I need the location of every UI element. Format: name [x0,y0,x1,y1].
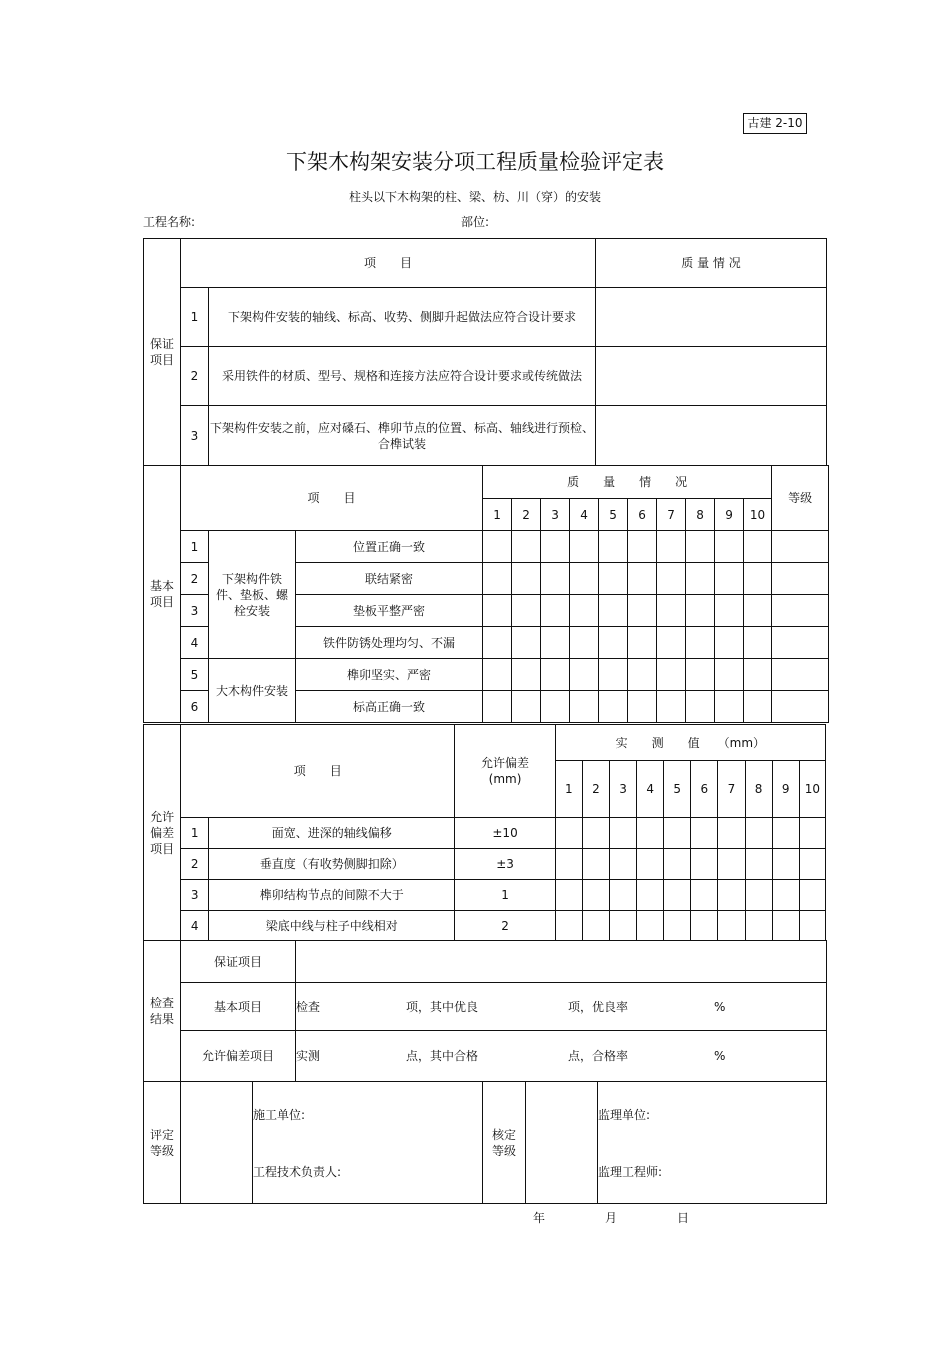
basic-cell[interactable] [657,691,686,723]
location-label: 部位: [461,215,490,229]
basic-col-header: 3 [541,499,570,531]
allow-col-header: 10 [799,761,825,818]
supervise-unit-label: 监理单位: [598,1108,651,1122]
basic-item-header: 项 目 [181,466,483,531]
allow-cell[interactable] [637,818,664,849]
allow-cell[interactable] [637,880,664,911]
allow-cell[interactable] [555,818,582,849]
result-guarantee-value[interactable] [296,941,827,983]
allow-dev-header: 允许偏差 (mm) [455,725,555,818]
allow-item-dev: ±10 [455,818,555,849]
result-allow-row[interactable] [296,1031,827,1082]
guarantee-item-no: 1 [181,288,209,347]
allow-item-text: 垂直度（有收势侧脚扣除） [209,849,455,880]
basic-cell[interactable] [483,627,512,659]
form-code: 古建 2-10 [743,113,807,134]
basic-item-no: 6 [181,691,209,723]
basic-cell[interactable] [541,691,570,723]
basic-cell[interactable] [599,627,628,659]
basic-cell[interactable] [715,595,744,627]
result-basic-label: 基本项目 [181,983,296,1031]
tech-lead-label: 工程技术负责人: [253,1165,342,1179]
allow-col-header: 1 [555,761,582,818]
grade-construction-cell[interactable] [253,1082,483,1204]
basic-cell[interactable] [657,531,686,563]
allow-measure-header: 实 测 值 （mm） [555,725,825,761]
basic-cell[interactable] [657,627,686,659]
basic-cell[interactable] [512,563,541,595]
allow-cell[interactable] [799,818,825,849]
basic-grade-cell[interactable] [772,627,829,659]
basic-group-label: 大木构件安装 [209,659,296,723]
basic-cell[interactable] [570,563,599,595]
allow-cell[interactable] [772,880,799,911]
basic-col-header: 8 [686,499,715,531]
result-allow-point: 点，其中合格 [406,1049,479,1063]
guarantee-section-label: 保证 项目 [144,239,181,466]
basic-item-text: 标高正确一致 [296,691,483,723]
result-section-label: 检查 结果 [144,941,181,1082]
guarantee-item-quality[interactable] [596,288,827,347]
allow-cell[interactable] [637,911,664,941]
allow-item-no: 1 [181,818,209,849]
basic-col-header: 6 [628,499,657,531]
verify-grade-label: 核定 等级 [483,1082,526,1204]
guarantee-item-header: 项 目 [181,239,596,288]
date-day: 日 [677,1211,690,1225]
basic-cell[interactable] [744,659,772,691]
project-name-label: 工程名称: [143,215,196,229]
allow-cell[interactable] [718,818,745,849]
basic-cell[interactable] [686,531,715,563]
basic-col-header: 5 [599,499,628,531]
allow-cell[interactable] [745,849,772,880]
allow-section-label: 允许 偏差 项目 [144,725,181,941]
allow-cell[interactable] [772,849,799,880]
result-guarantee-label: 保证项目 [181,941,296,983]
guarantee-item-no: 3 [181,406,209,466]
basic-grade-cell[interactable] [772,531,829,563]
allow-cell[interactable] [745,818,772,849]
basic-cell[interactable] [570,691,599,723]
allow-cell[interactable] [799,880,825,911]
basic-cell[interactable] [715,563,744,595]
allow-cell[interactable] [555,911,582,941]
basic-cell[interactable] [570,627,599,659]
allow-cell[interactable] [799,911,825,941]
basic-cell[interactable] [483,691,512,723]
basic-cell[interactable] [628,627,657,659]
result-basic-unit: 项，其中优良 [406,1000,479,1014]
basic-cell[interactable] [541,595,570,627]
allow-col-header: 2 [582,761,609,818]
basic-cell[interactable] [599,531,628,563]
basic-cell[interactable] [657,595,686,627]
basic-cell[interactable] [483,659,512,691]
allow-table [143,724,826,941]
basic-item-no: 5 [181,659,209,691]
page-subtitle: 柱头以下木构架的柱、梁、枋、川（穿）的安装 [348,190,601,204]
basic-col-header: 1 [483,499,512,531]
guarantee-item-quality[interactable] [596,406,827,466]
basic-cell[interactable] [483,531,512,563]
basic-cell[interactable] [483,563,512,595]
basic-item-no: 2 [181,563,209,595]
date-year: 年 [533,1211,546,1225]
guarantee-item-quality[interactable] [596,347,827,406]
allow-cell[interactable] [555,880,582,911]
allow-col-header: 3 [609,761,636,818]
allow-cell[interactable] [772,818,799,849]
basic-item-no: 1 [181,531,209,563]
basic-group-label: 下架构件铁件、垫板、螺栓安装 [209,531,296,659]
allow-cell[interactable] [555,849,582,880]
allow-col-header: 5 [664,761,691,818]
basic-cell[interactable] [541,659,570,691]
allow-col-header: 9 [772,761,799,818]
basic-cell[interactable] [686,595,715,627]
basic-cell[interactable] [512,627,541,659]
basic-grade-cell[interactable] [772,691,829,723]
basic-cell[interactable] [512,595,541,627]
basic-cell[interactable] [628,531,657,563]
allow-item-text: 榫卯结构节点的间隙不大于 [209,880,455,911]
basic-cell[interactable] [570,595,599,627]
allow-cell[interactable] [691,818,718,849]
basic-item-text: 铁件防锈处理均匀、不漏 [296,627,483,659]
basic-cell[interactable] [715,659,744,691]
basic-col-header: 10 [744,499,772,531]
allow-cell[interactable] [582,911,609,941]
basic-col-header: 7 [657,499,686,531]
grade-table [143,1081,827,1204]
basic-cell[interactable] [744,531,772,563]
allow-item-header: 项 目 [181,725,455,818]
allow-cell[interactable] [745,880,772,911]
allow-cell[interactable] [637,849,664,880]
basic-cell[interactable] [686,563,715,595]
allow-item-text: 面宽、进深的轴线偏移 [209,818,455,849]
construction-unit-label: 施工单位: [253,1108,306,1122]
guarantee-quality-header: 质 量 情 况 [596,239,827,288]
basic-cell[interactable] [512,691,541,723]
basic-cell[interactable] [541,563,570,595]
allow-cell[interactable] [609,818,636,849]
result-allow-percent: % [714,1049,726,1063]
basic-item-text: 联结紧密 [296,563,483,595]
basic-cell[interactable] [686,659,715,691]
result-allow-point2: 点，合格率 [568,1049,629,1063]
basic-cell[interactable] [541,531,570,563]
basic-item-no: 3 [181,595,209,627]
basic-item-text: 榫卯坚实、严密 [296,659,483,691]
guarantee-item-text: 下架构件安装的轴线、标高、收势、侧脚升起做法应符合设计要求 [209,288,596,347]
allow-item-no: 4 [181,911,209,941]
basic-quality-header: 质 量 情 况 [483,466,772,499]
basic-cell[interactable] [599,659,628,691]
basic-cell[interactable] [715,627,744,659]
page-title: 下架木构架安装分项工程质量检验评定表 [286,150,664,174]
basic-cell[interactable] [744,595,772,627]
basic-cell[interactable] [483,595,512,627]
allow-col-header: 4 [637,761,664,818]
date-month: 月 [605,1211,618,1225]
basic-cell[interactable] [657,563,686,595]
basic-cell[interactable] [570,531,599,563]
allow-cell[interactable] [609,911,636,941]
basic-col-header: 9 [715,499,744,531]
basic-section-label: 基本 项目 [144,466,181,723]
basic-cell[interactable] [599,563,628,595]
grade-supervise-cell[interactable] [598,1082,827,1204]
allow-col-header: 6 [691,761,718,818]
basic-col-header: 2 [512,499,541,531]
basic-table [143,465,829,723]
basic-grade-header: 等级 [772,466,829,531]
basic-cell[interactable] [686,691,715,723]
allow-item-text: 梁底中线与柱子中线相对 [209,911,455,941]
basic-cell[interactable] [512,531,541,563]
allow-cell[interactable] [664,818,691,849]
result-table [143,940,827,1082]
allow-item-dev: 1 [455,880,555,911]
allow-cell[interactable] [799,849,825,880]
allow-cell[interactable] [582,818,609,849]
basic-cell[interactable] [512,659,541,691]
basic-col-header: 4 [570,499,599,531]
allow-cell[interactable] [718,911,745,941]
allow-cell[interactable] [609,880,636,911]
basic-cell[interactable] [686,627,715,659]
basic-cell[interactable] [744,563,772,595]
allow-cell[interactable] [691,911,718,941]
basic-grade-cell[interactable] [772,563,829,595]
basic-item-no: 4 [181,627,209,659]
verify-grade-value[interactable] [526,1082,598,1204]
allow-item-no: 3 [181,880,209,911]
grade-section-label: 评定 等级 [144,1082,181,1204]
guarantee-item-no: 2 [181,347,209,406]
allow-cell[interactable] [718,849,745,880]
result-basic-unit2: 项，优良率 [568,1000,629,1014]
allow-cell[interactable] [772,911,799,941]
result-basic-percent: % [714,1000,726,1014]
result-basic-row[interactable] [296,983,827,1031]
allow-cell[interactable] [691,849,718,880]
basic-cell[interactable] [599,691,628,723]
basic-cell[interactable] [628,659,657,691]
basic-cell[interactable] [541,627,570,659]
basic-grade-cell[interactable] [772,595,829,627]
allow-item-no: 2 [181,849,209,880]
basic-cell[interactable] [628,595,657,627]
allow-cell[interactable] [582,880,609,911]
basic-cell[interactable] [744,691,772,723]
allow-cell[interactable] [664,880,691,911]
guarantee-item-text: 采用铁件的材质、型号、规格和连接方法应符合设计要求或传统做法 [209,347,596,406]
basic-cell[interactable] [744,627,772,659]
result-allow-measure: 实测 [296,1049,321,1063]
allow-cell[interactable] [609,849,636,880]
guarantee-item-text: 下架构件安装之前，应对磉石、榫卯节点的位置、标高、轴线进行预检、合榫试装 [209,406,596,466]
allow-item-dev: 2 [455,911,555,941]
result-allow-label: 允许偏差项目 [181,1031,296,1082]
basic-item-text: 垫板平整严密 [296,595,483,627]
supervise-engineer-label: 监理工程师: [598,1165,663,1179]
basic-cell[interactable] [657,659,686,691]
basic-grade-cell[interactable] [772,659,829,691]
allow-cell[interactable] [664,911,691,941]
basic-item-text: 位置正确一致 [296,531,483,563]
guarantee-table [143,238,827,466]
allow-cell[interactable] [664,849,691,880]
allow-col-header: 7 [718,761,745,818]
basic-cell[interactable] [715,531,744,563]
allow-cell[interactable] [582,849,609,880]
allow-cell[interactable] [718,880,745,911]
grade-value[interactable] [181,1082,253,1204]
allow-col-header: 8 [745,761,772,818]
basic-cell[interactable] [628,691,657,723]
allow-cell[interactable] [691,880,718,911]
basic-cell[interactable] [628,563,657,595]
basic-cell[interactable] [599,595,628,627]
result-basic-check: 检查 [296,1000,321,1014]
basic-cell[interactable] [715,691,744,723]
allow-item-dev: ±3 [455,849,555,880]
basic-cell[interactable] [570,659,599,691]
allow-cell[interactable] [745,911,772,941]
